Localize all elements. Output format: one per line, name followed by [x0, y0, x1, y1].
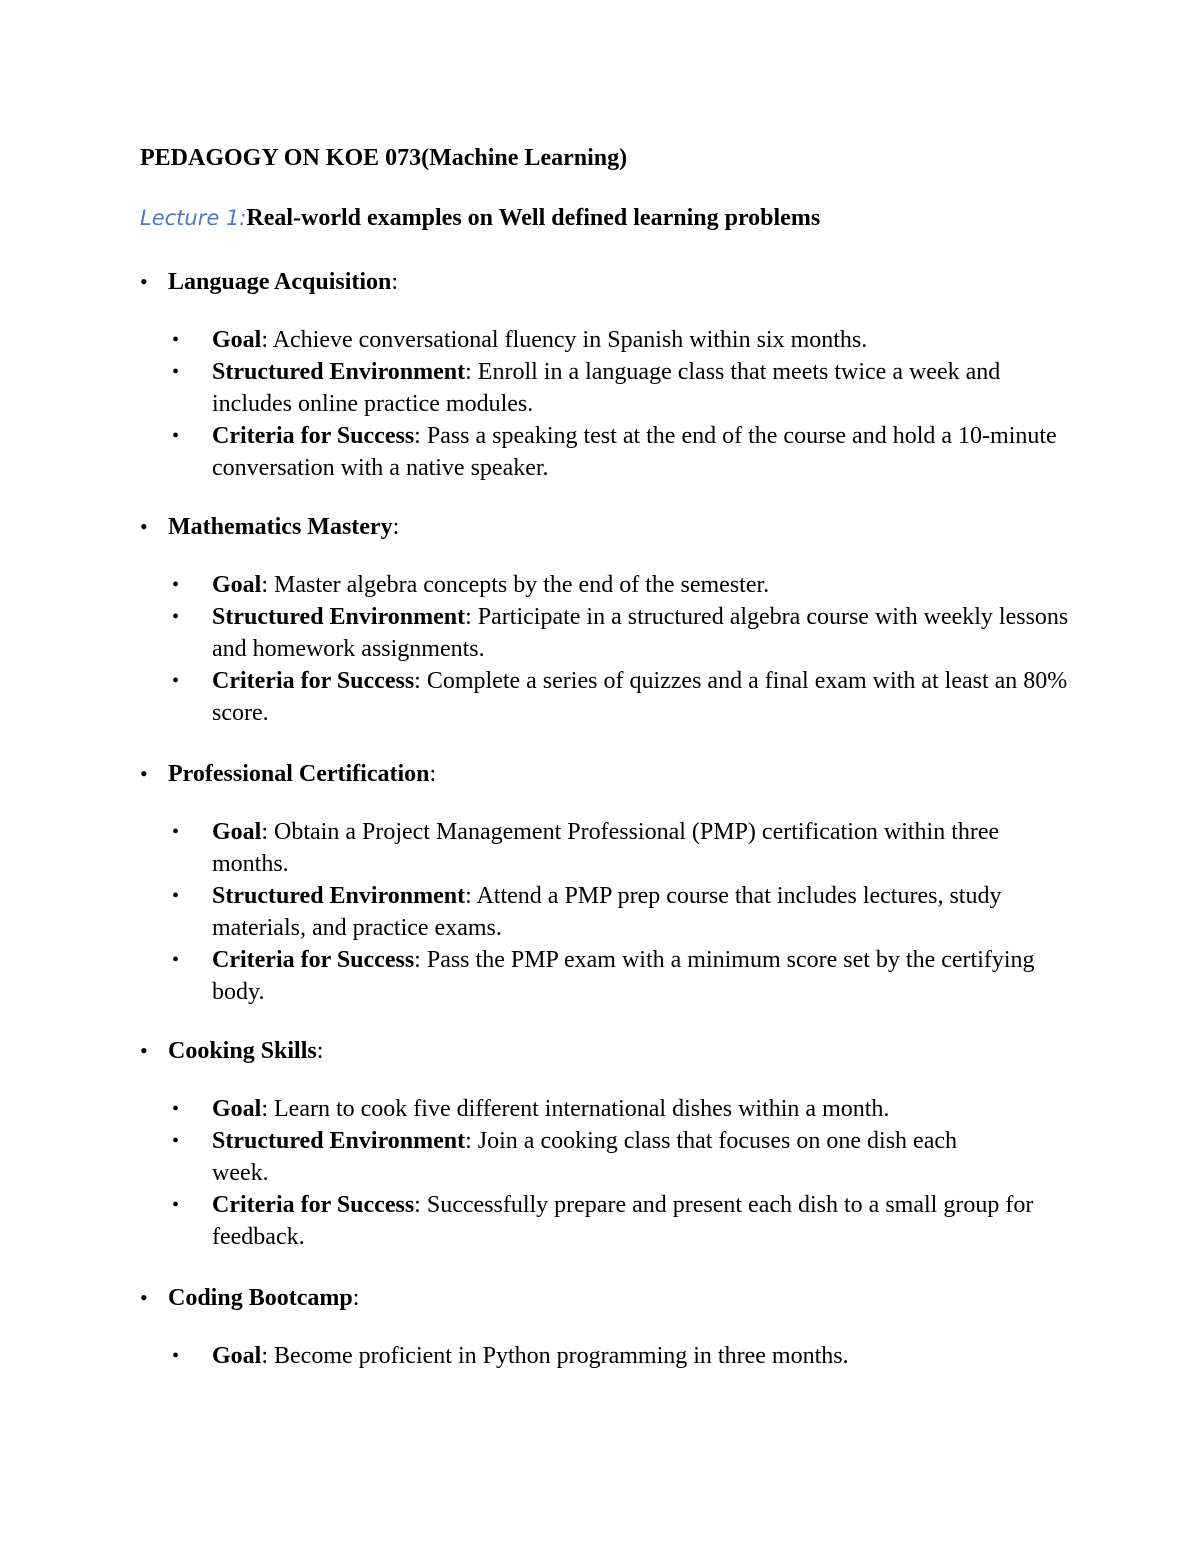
item-label: Criteria for Success — [212, 947, 415, 973]
item-text: : Learn to cook five different international dishes within a month. — [261, 1096, 890, 1122]
section-name: Mathematics Mastery — [168, 514, 393, 540]
item-label: Structured Environment — [212, 359, 466, 385]
item-text: : Obtain a Project Management Professional (PMP) certification within three months. — [212, 819, 1000, 877]
item-label: Criteria for Success — [212, 423, 415, 449]
bullet-icon: • — [140, 514, 148, 539]
item-text: : Pass the PMP exam with a minimum score set by the certifying body. — [212, 947, 1035, 1005]
bullet-icon: • — [172, 1130, 180, 1152]
section-heading — [140, 509, 399, 545]
item-label: Goal — [212, 327, 262, 353]
item-text: : Attend a PMP prep course that includes lectures, study materials, and practice exams. — [212, 883, 1002, 941]
item-label: Goal — [212, 819, 262, 845]
bullet-icon: • — [172, 574, 180, 596]
item-label: Structured Environment — [212, 604, 466, 630]
item-label: Criteria for Success — [212, 668, 415, 694]
section-colon: : — [352, 1285, 360, 1311]
bullet-icon: • — [172, 1194, 180, 1216]
item-text: : Complete a series of quizzes and a final exam with at least an 80% score. — [212, 668, 1068, 726]
item-text: : Enroll in a language class that meets twice a week and includes online practice modules. — [212, 359, 1001, 417]
bullet-icon: • — [172, 885, 180, 907]
lecture-heading — [140, 200, 820, 236]
item-text: : Pass a speaking test at the end of the course and hold a 10-minute conversation with a native speaker. — [212, 423, 1057, 481]
section-colon: : — [316, 1038, 324, 1064]
item-label: Structured Environment — [212, 883, 466, 909]
section-heading — [140, 1033, 323, 1069]
bullet-icon: • — [140, 761, 148, 786]
bullet-icon: • — [172, 606, 180, 628]
section-colon: : — [391, 269, 399, 295]
lecture-title: Real-world examples on Well defined learning problems — [246, 205, 821, 231]
item-text: : Become proficient in Python programming in three months. — [261, 1343, 849, 1369]
section-name: Professional Certification — [168, 761, 430, 787]
section-colon: : — [429, 761, 437, 787]
document-title: PEDAGOGY ON KOE 073(Machine Learning) — [140, 145, 628, 171]
section-name: Language Acquisition — [168, 269, 392, 295]
item-label: Goal — [212, 1343, 262, 1369]
section-name: Cooking Skills — [168, 1038, 317, 1064]
item-text: : Achieve conversational fluency in Spanish within six months. — [261, 327, 868, 353]
bullet-icon: • — [172, 361, 180, 383]
item-label: Goal — [212, 572, 262, 598]
section-heading — [140, 756, 436, 792]
bullet-icon: • — [172, 425, 180, 447]
item-text: : Successfully prepare and present each dish to a small group for feedback. — [212, 1192, 1034, 1250]
bullet-icon: • — [172, 1098, 180, 1120]
bullet-icon: • — [172, 329, 180, 351]
bullet-icon: • — [172, 821, 180, 843]
item-label: Structured Environment — [212, 1128, 466, 1154]
item-label: Goal — [212, 1096, 262, 1122]
section-heading — [140, 264, 398, 300]
bullet-icon: • — [140, 269, 148, 294]
item-label: Criteria for Success — [212, 1192, 415, 1218]
item-text: : Participate in a structured algebra course with weekly lessons and homework assignments. — [212, 604, 1069, 662]
bullet-icon: • — [140, 1285, 148, 1310]
lecture-prefix: Lecture 1: — [140, 206, 247, 230]
section-colon: : — [392, 514, 400, 540]
bullet-icon: • — [172, 1345, 180, 1367]
bullet-icon: • — [172, 949, 180, 971]
section-heading — [140, 1280, 359, 1316]
item-text: : Join a cooking class that focuses on one dish each week. — [212, 1128, 958, 1186]
item-text: : Master algebra concepts by the end of the semester. — [261, 572, 770, 598]
section-name: Coding Bootcamp — [168, 1285, 353, 1311]
bullet-icon: • — [140, 1038, 148, 1063]
bullet-icon: • — [172, 670, 180, 692]
